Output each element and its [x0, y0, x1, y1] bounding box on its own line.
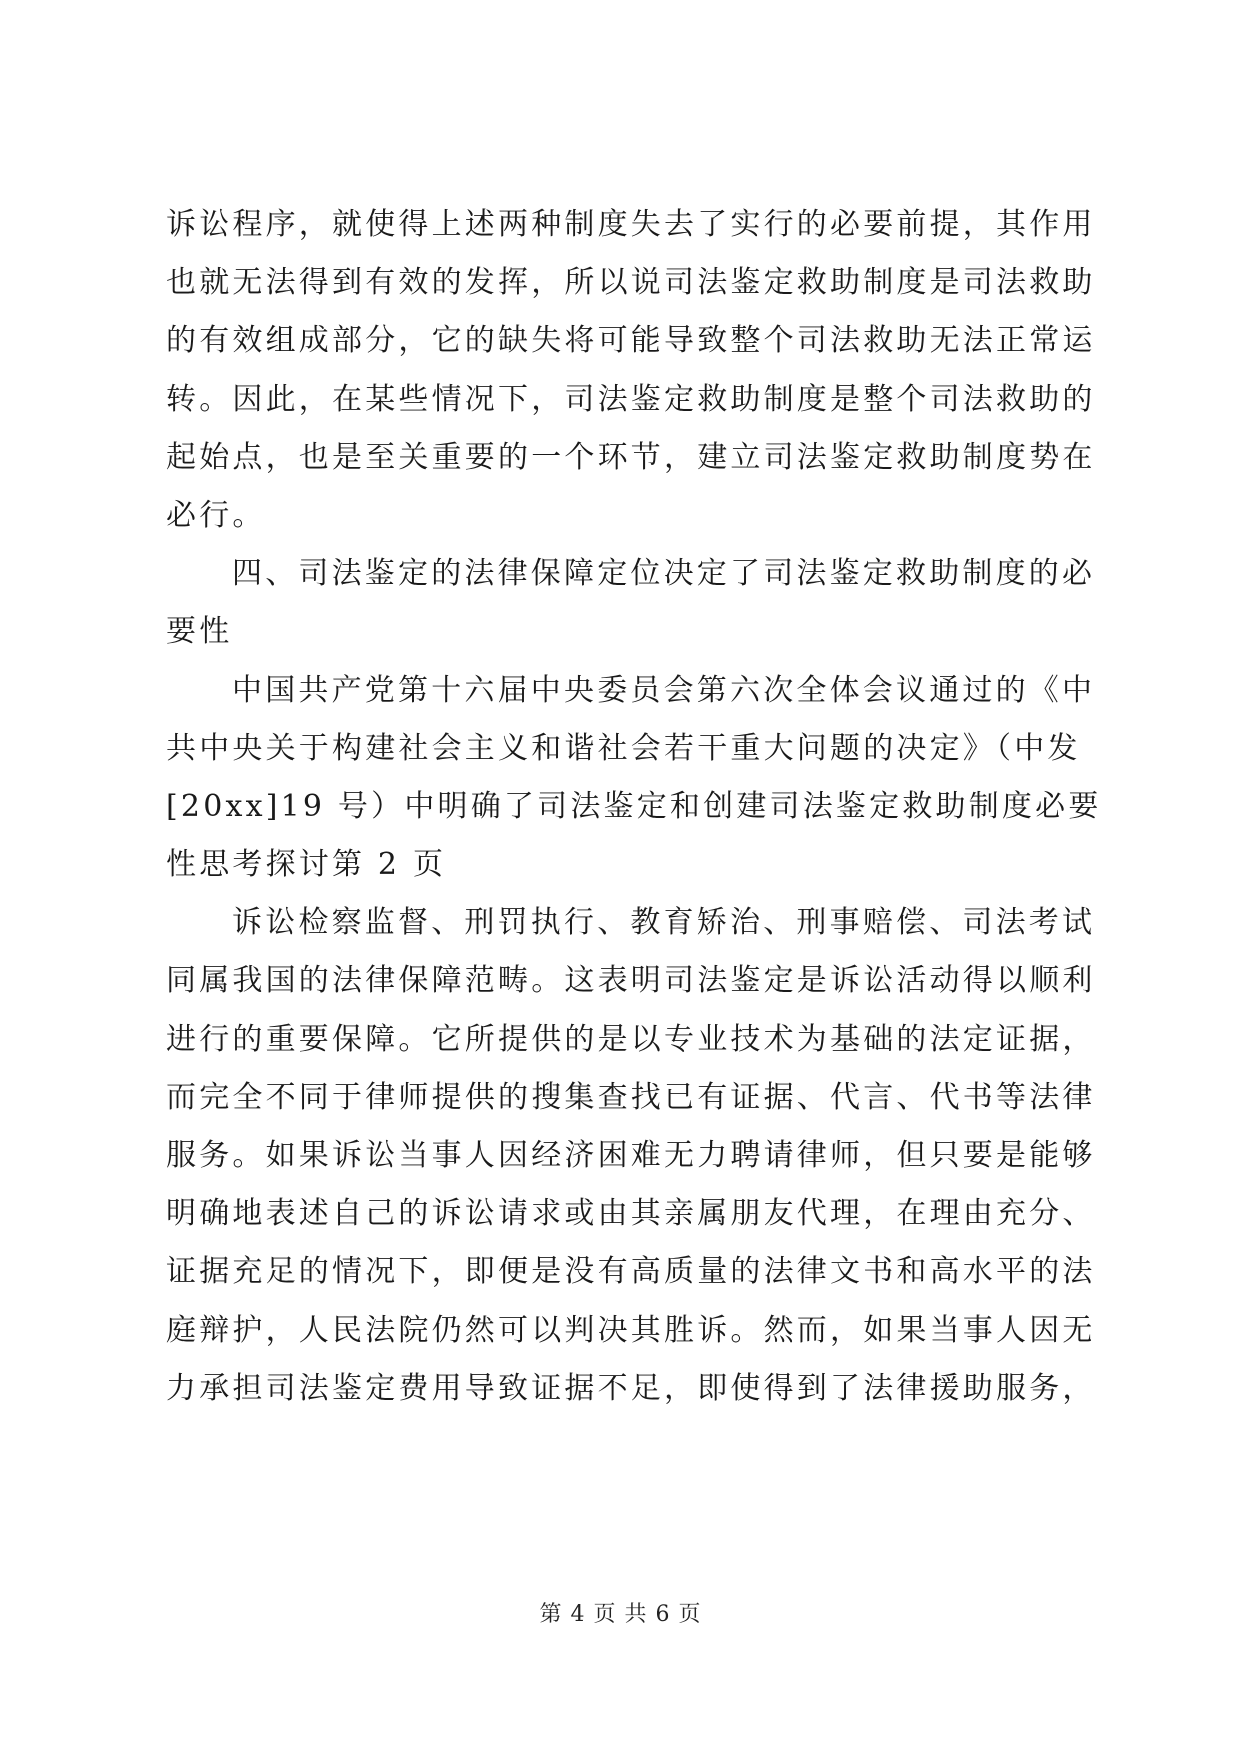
text-line: [20xx]19 号）中明确了司法鉴定和创建司法鉴定救助制度必要 [166, 788, 1102, 824]
text-line: 转。因此，在某些情况下，司法鉴定救助制度是整个司法救助的 [166, 381, 1096, 417]
text-line: 必行。 [166, 497, 266, 533]
text-line: 的有效组成部分，它的缺失将可能导致整个司法救助无法正常运 [166, 323, 1096, 359]
text-line: 力承担司法鉴定费用导致证据不足，即使得到了法律援助服务， [166, 1370, 1096, 1406]
text-line: 庭辩护，人民法院仍然可以判决其胜诉。然而，如果当事人因无 [166, 1312, 1096, 1348]
text-line: 性思考探讨第 2 页 [166, 847, 447, 883]
text-line: 要性 [166, 614, 233, 650]
text-line: 起始点，也是至关重要的一个环节，建立司法鉴定救助制度势在 [166, 439, 1096, 475]
text-line: 进行的重要保障。它所提供的是以专业技术为基础的法定证据， [166, 1021, 1096, 1057]
text-line: 也就无法得到有效的发挥，所以说司法鉴定救助制度是司法救助 [166, 265, 1096, 301]
text-line: 而完全不同于律师提供的搜集查找已有证据、代言、代书等法律 [166, 1079, 1096, 1115]
paragraph-first-line: 四、司法鉴定的法律保障定位决定了司法鉴定救助制度的必 [232, 556, 1096, 592]
text-line: 共中央关于构建社会主义和谐社会若干重大问题的决定》（中发 [166, 730, 1081, 766]
page-footer: 第 4 页 共 6 页 [539, 1602, 702, 1627]
text-line: 同属我国的法律保障范畴。这表明司法鉴定是诉讼活动得以顺利 [166, 963, 1096, 999]
paragraph-first-line: 诉讼检察监督、刑罚执行、教育矫治、刑事赔偿、司法考试 [232, 905, 1096, 941]
document-body [166, 196, 1102, 1418]
text-line: 证据充足的情况下，即便是没有高质量的法律文书和高水平的法 [166, 1254, 1096, 1290]
paragraph-first-line: 中国共产党第十六届中央委员会第六次全体会议通过的《中 [232, 672, 1096, 708]
text-line: 服务。如果诉讼当事人因经济困难无力聘请律师，但只要是能够 [166, 1138, 1096, 1173]
text-line: 明确地表述自己的诉讼请求或由其亲属朋友代理，在理由充分、 [166, 1196, 1096, 1232]
text-line: 诉讼程序，就使得上述两种制度失去了实行的必要前提，其作用 [166, 207, 1096, 242]
